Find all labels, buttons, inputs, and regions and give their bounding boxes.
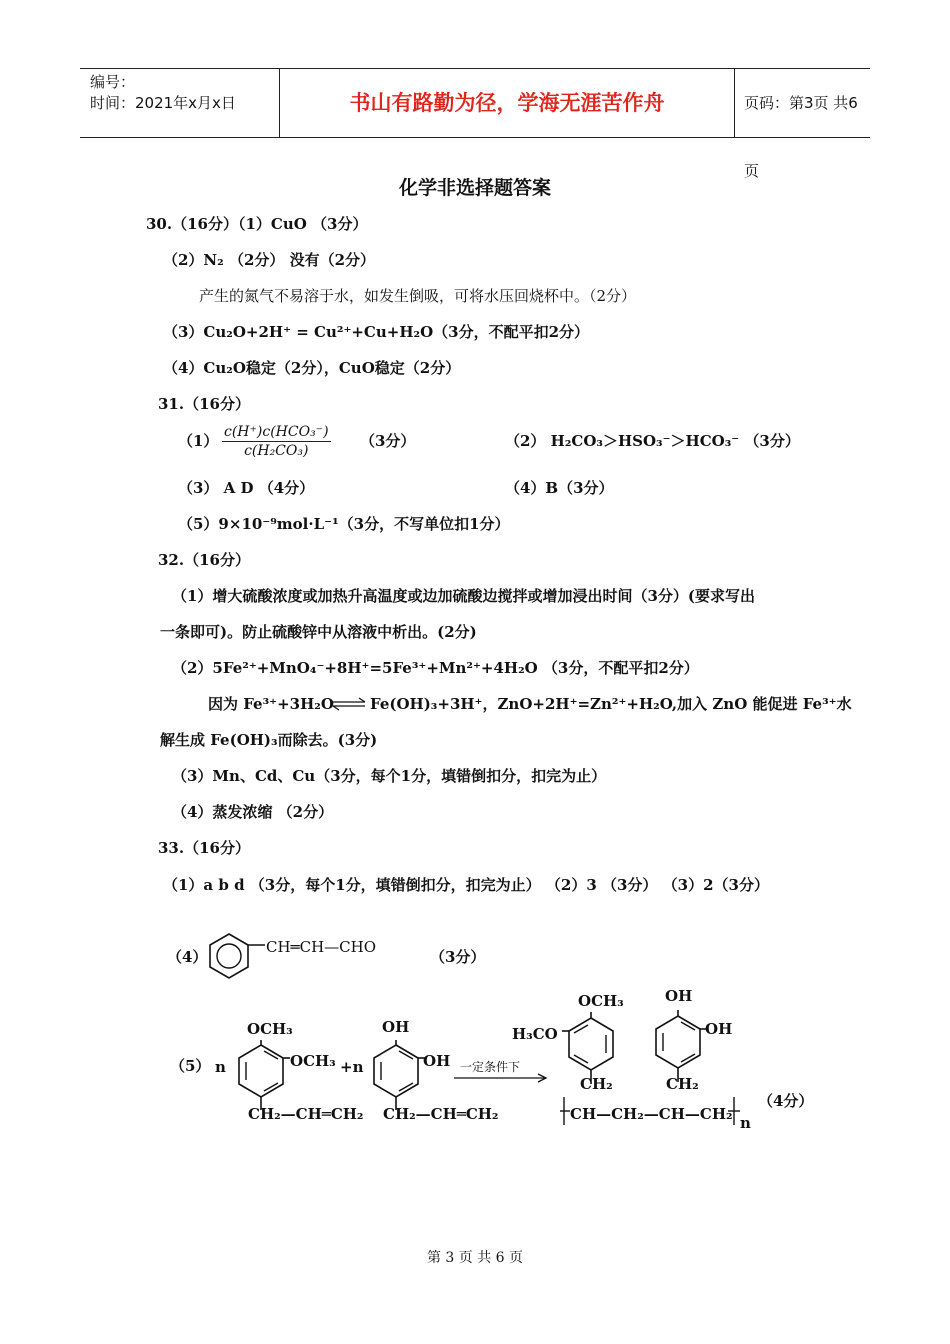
q31-fraction bbox=[222, 424, 331, 459]
q31-p2: （2） H₂CO₃＞HSO₃⁻＞HCO₃⁻ （3分） bbox=[505, 432, 800, 450]
header-motto: 书山有路勤为径，学海无涯苦作舟 bbox=[280, 69, 735, 137]
product-oh-top: OH bbox=[665, 987, 693, 1005]
q32-line4b: Fe(OH)₃+3H⁺，ZnO+2H⁺=Zn²⁺+H₂O,加入 ZnO 能促进 Fe³⁺水 bbox=[370, 695, 852, 713]
q31-p4: （4）B（3分） bbox=[505, 479, 614, 497]
q30-line2: （2）N₂ （2分） 没有（2分） bbox=[163, 251, 376, 269]
q30-line5: （4）Cu₂O稳定（2分），CuO稳定（2分） bbox=[163, 359, 461, 377]
q33-p4-score: （3分） bbox=[430, 948, 486, 966]
reactant-2-allyl: CH₂—CH═CH₂ bbox=[383, 1105, 499, 1123]
reactant-1-allyl: CH₂—CH═CH₂ bbox=[248, 1105, 364, 1123]
page-title: 化学非选择题答案 bbox=[398, 177, 551, 199]
q32-line4a: 因为 Fe³⁺+3H₂O bbox=[208, 695, 334, 713]
q33-p5-score: （4分） bbox=[758, 1092, 814, 1110]
product-ring-1-icon bbox=[560, 1010, 622, 1084]
product-h3co: H₃CO bbox=[512, 1025, 558, 1043]
reaction-arrow-icon bbox=[452, 1072, 550, 1084]
q32-head: 32.（16分） bbox=[158, 551, 250, 569]
q32-line2: 一条即可)。防止硫酸锌中从溶液中析出。(2分) bbox=[160, 623, 477, 641]
reactant-2-ring-icon bbox=[365, 1040, 427, 1110]
time-label: 时间：2021年x月x日 bbox=[90, 94, 236, 112]
q32-line3: （2）5Fe²⁺+MnO₄⁻+8H⁺=5Fe³⁺+Mn²⁺+4H₂O （3分，不配平扣2分） bbox=[172, 659, 699, 677]
q31-head: 31.（16分） bbox=[158, 395, 250, 413]
q30-line3: 产生的氮气不易溶于水，如发生倒吸，可将水压回烧杯中。（2分） bbox=[199, 287, 637, 305]
reactant-1-och3-top: OCH₃ bbox=[247, 1020, 293, 1038]
q31-p1-label: （1） bbox=[178, 432, 219, 450]
q31-p3: （3） A D （4分） bbox=[178, 479, 315, 497]
q31-p1-score: （3分） bbox=[360, 432, 416, 450]
product-ch2-1: CH₂ bbox=[580, 1075, 613, 1093]
q33-p4-label: （4） bbox=[167, 948, 208, 966]
q33-line1: （1）a b d （3分，每个1分，填错倒扣分，扣完为止） （2）3 （3分） （3）2（3分） bbox=[163, 876, 769, 894]
reactant-1-och3-side: OCH₃ bbox=[290, 1052, 336, 1070]
polymer-subscript-n: n bbox=[740, 1114, 751, 1132]
q30-line4: （3）Cu₂O+2H⁺ = Cu²⁺+Cu+H₂O（3分，不配平扣2分） bbox=[163, 323, 590, 341]
q32-line5: 解生成 Fe(OH)₃而除去。(3分) bbox=[160, 731, 378, 749]
reactant-2-oh-top: OH bbox=[382, 1018, 410, 1036]
q33-p5-label: （5） bbox=[170, 1057, 211, 1075]
q32-line7: （4）蒸发浓缩 （2分） bbox=[172, 803, 334, 821]
polymer-chain: CH—CH₂—CH—CH₂ bbox=[570, 1105, 733, 1123]
product-ring-2-icon bbox=[647, 1008, 709, 1082]
equilibrium-arrow-icon bbox=[331, 697, 367, 711]
coefficient-n-2: +n bbox=[340, 1058, 364, 1076]
header-page-info: 页码：第3页 共6页 bbox=[744, 94, 858, 180]
page-header bbox=[80, 68, 870, 180]
benzene-ring-icon bbox=[205, 930, 265, 985]
page-footer: 第 3 页 共 6 页 bbox=[426, 1250, 524, 1266]
q31-p5: （5）9×10⁻⁹mol·L⁻¹（3分，不写单位扣1分） bbox=[178, 515, 510, 533]
product-oh-side: OH bbox=[705, 1020, 733, 1038]
q33-head: 33.（16分） bbox=[158, 839, 250, 857]
code-label: 编号： bbox=[90, 73, 136, 91]
header-meta bbox=[80, 69, 280, 137]
q32-line6: （3）Mn、Cd、Cu（3分，每个1分，填错倒扣分，扣完为止） bbox=[172, 767, 607, 785]
reaction-condition: 一定条件下 bbox=[460, 1060, 521, 1074]
q33-p4-chain: CH═CH—CHO bbox=[266, 938, 377, 956]
q30-head: 30.（16分）（1）CuO （3分） bbox=[146, 215, 368, 233]
reactant-2-oh-side: OH bbox=[423, 1052, 451, 1070]
fraction-numerator: c(H⁺)c(HCO₃⁻) bbox=[224, 424, 329, 440]
product-och3-top: OCH₃ bbox=[578, 992, 624, 1010]
q32-line1: （1）增大硫酸浓度或加热升高温度或边加硫酸边搅拌或增加浸出时间（3分）(要求写出 bbox=[172, 587, 755, 605]
reactant-1-ring-icon bbox=[230, 1040, 292, 1110]
coefficient-n-1: n bbox=[215, 1058, 226, 1076]
product-ch2-2: CH₂ bbox=[666, 1075, 699, 1093]
fraction-denominator: c(H₂CO₃) bbox=[244, 443, 309, 459]
